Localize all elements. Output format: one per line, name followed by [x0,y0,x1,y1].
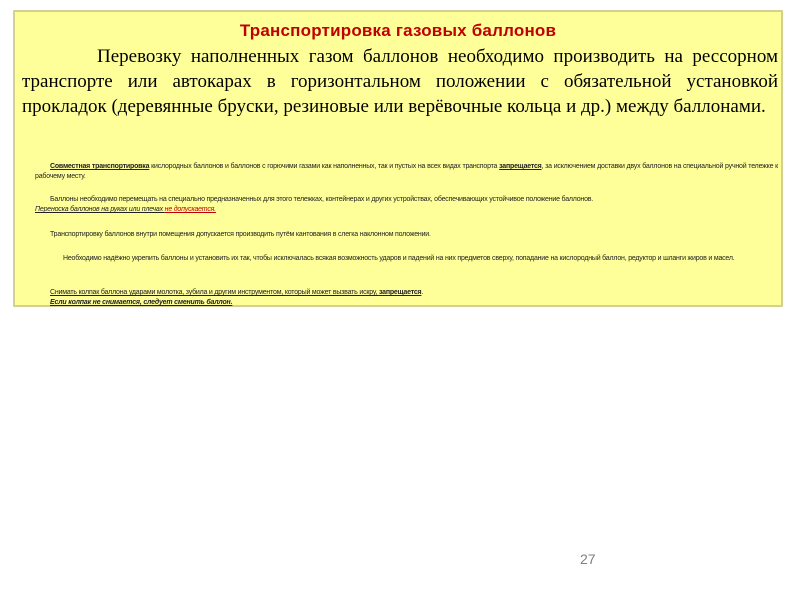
paragraph-fixing [35,254,778,264]
cap-period: . [421,289,424,296]
page-number: 27 [580,551,596,567]
slide-title: Транспортировка газовых баллонов [239,21,557,40]
carrying-forbidden: не допускается. [164,206,216,213]
indoor-text: Транспортировку баллонов внутри помещения допускается производить путём кантования в слегка наклонном положении. [50,231,431,238]
trolleys-text: Баллоны необходимо перемещать на специально предназначенных для этого тележках, контейнерах и других устройствах, обеспечивающих устойчивое положение баллонов. [50,196,594,203]
cap-replace: Если колпак не снимается, следует сменить баллон. [50,299,233,306]
paragraph-joint-transport [35,162,778,182]
joint-transport-forbidden: запрещается [499,163,542,170]
carrying-text: Переноска баллонов на руках или плечах [35,206,165,213]
joint-transport-text: кислородных баллонов и баллонов с горючими газами как наполненных, так и пустых на всех видах транспорта [149,163,500,170]
paragraph-indoor [35,230,778,240]
content-box [13,10,783,307]
fixing-text: Необходимо надёжно укрепить баллоны и установить их так, чтобы исключалась всякая возможность ударов и падений на них предметов сверху, попадание на кислородный баллон, редуктор и шланги жиров и масел. [63,255,735,262]
joint-transport-text-2: , за исключением доставки двух баллонов на специальной ручной тележке к рабочему месту. [35,163,778,180]
cap-text: Снимать колпак баллона ударами молотка, зубила и другим инструментом, который может вызвать искру, [50,289,379,296]
main-paragraph-text: Перевозку наполненных газом баллонов необходимо производить на рессорном транспорте или автокарах в горизонтальном положении с обязательной установкой прокладок (деревянные бруски, резиновые или верёвочные кольца и др.) между баллонами. [22,46,778,117]
joint-transport-bold: Совместная транспортировка [50,163,150,170]
main-paragraph [22,44,778,119]
cap-forbidden: запрещается [378,289,422,296]
paragraph-cap [35,288,778,308]
paragraph-trolleys [35,195,778,215]
